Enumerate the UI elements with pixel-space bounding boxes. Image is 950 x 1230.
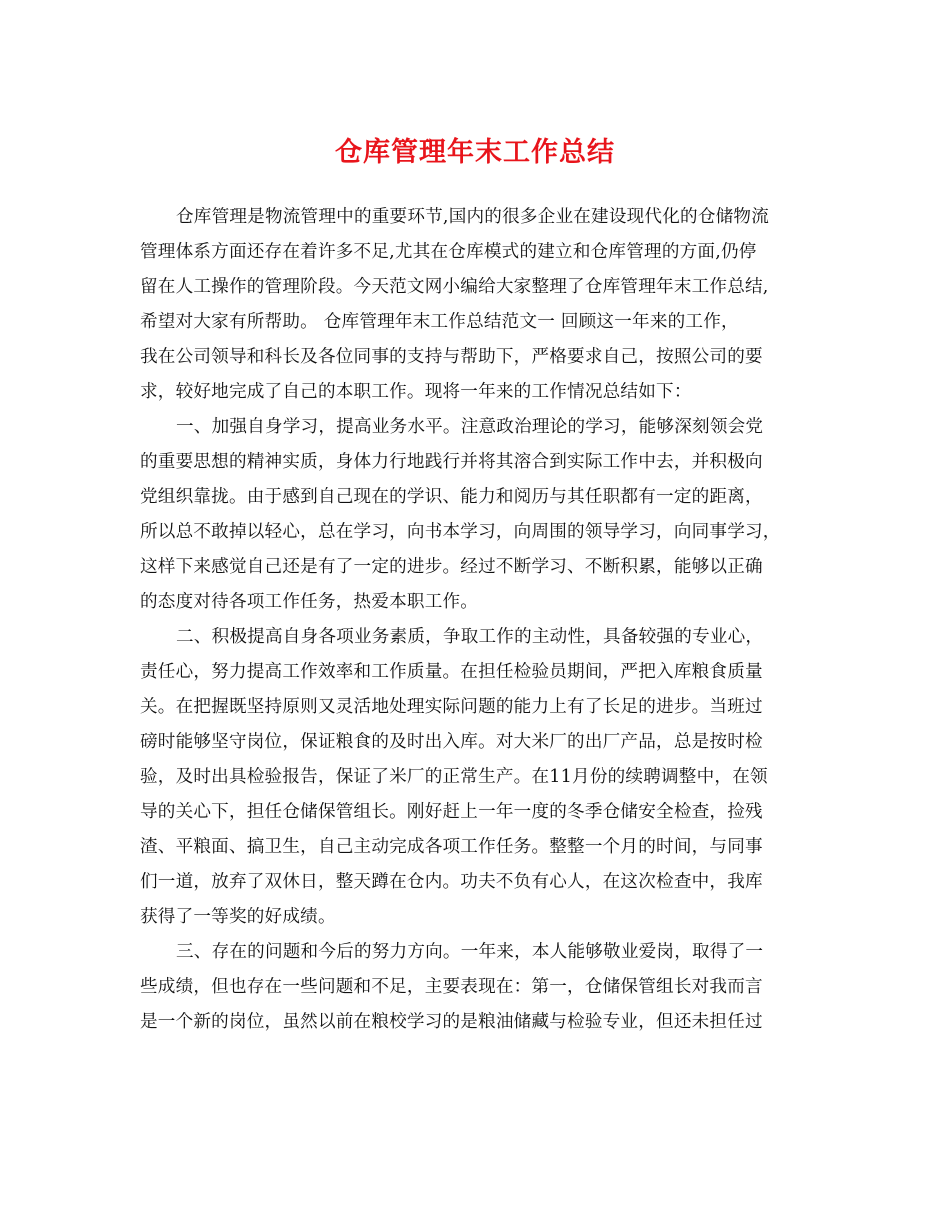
paragraph-line: 仓库管理是物流管理中的重要环节,国内的很多企业在建设现代化的仓储物流 <box>176 207 769 227</box>
document-body <box>140 200 804 1040</box>
paragraph-line: 管理体系方面还存在着许多不足,尤其在仓库模式的建立和仓库管理的方面,仍停 <box>140 242 757 262</box>
paragraph-line: 渣、平粮面、搞卫生，自己主动完成各项工作任务。整整一个月的时间，与同事 <box>140 837 763 857</box>
paragraph-line: 的重要思想的精神实质，身体力行地践行并将其溶合到实际工作中去，并积极向 <box>140 452 763 472</box>
paragraph-line: 求，较好地完成了自己的本职工作。现将一年来的工作情况总结如下： <box>140 382 692 402</box>
paragraph-line: 一、加强自身学习，提高业务水平。注意政治理论的学习，能够深刻领会党 <box>176 417 764 437</box>
paragraph-line: 些成绩，但也存在一些问题和不足，主要表现在：第一，仓储保管组长对我而言 <box>140 977 763 997</box>
paragraph-line: 责任心，努力提高工作效率和工作质量。在担任检验员期间，严把入库粮食质量 <box>140 662 763 682</box>
paragraph-line: 党组织靠拢。由于感到自己现在的学识、能力和阅历与其任职都有一定的距离， <box>140 487 763 507</box>
paragraph-line: 们一道，放弃了双休日，整天蹲在仓内。功夫不负有心人，在这次检查中，我库 <box>140 872 763 892</box>
paragraph-line: 希望对大家有所帮助。 仓库管理年末工作总结范文一 回顾这一年来的工作， <box>140 312 739 332</box>
paragraph-line: 是一个新的岗位，虽然以前在粮校学习的是粮油储藏与检验专业，但还未担任过 <box>140 1012 763 1032</box>
paragraph-line: 获得了一等奖的好成绩。 <box>140 907 336 927</box>
paragraph-line: 三、存在的问题和今后的努力方向。一年来，本人能够敬业爱岗，取得了一 <box>176 942 764 962</box>
document-title: 仓库管理年末工作总结 <box>335 137 615 168</box>
paragraph-line: 所以总不敢掉以轻心，总在学习，向书本学习，向周围的领导学习，向同事学习， <box>140 522 781 542</box>
paragraph-line: 关。在把握既坚持原则又灵活地处理实际问题的能力上有了长足的进步。当班过 <box>140 697 763 717</box>
paragraph-line: 这样下来感觉自己还是有了一定的进步。经过不断学习、不断积累，能够以正确 <box>140 557 763 577</box>
paragraph-line: 磅时能够坚守岗位，保证粮食的及时出入库。对大米厂的出厂产品，总是按时检 <box>140 732 763 752</box>
paragraph-line: 二、积极提高自身各项业务素质，争取工作的主动性，具备较强的专业心， <box>176 627 764 647</box>
paragraph-line: 留在人工操作的管理阶段。今天范文网小编给大家整理了仓库管理年末工作总结, <box>140 277 769 297</box>
paragraph-line: 验，及时出具检验报告，保证了米厂的正常生产。在11月份的续聘调整中，在领 <box>140 767 768 787</box>
paragraph-line: 的态度对待各项工作任务，热爱本职工作。 <box>140 592 479 612</box>
paragraph-line: 我在公司领导和科长及各位同事的支持与帮助下，严格要求自己，按照公司的要 <box>140 347 763 367</box>
paragraph-line: 导的关心下，担任仓储保管组长。刚好赶上一年一度的冬季仓储安全检查，捡残 <box>140 802 763 822</box>
